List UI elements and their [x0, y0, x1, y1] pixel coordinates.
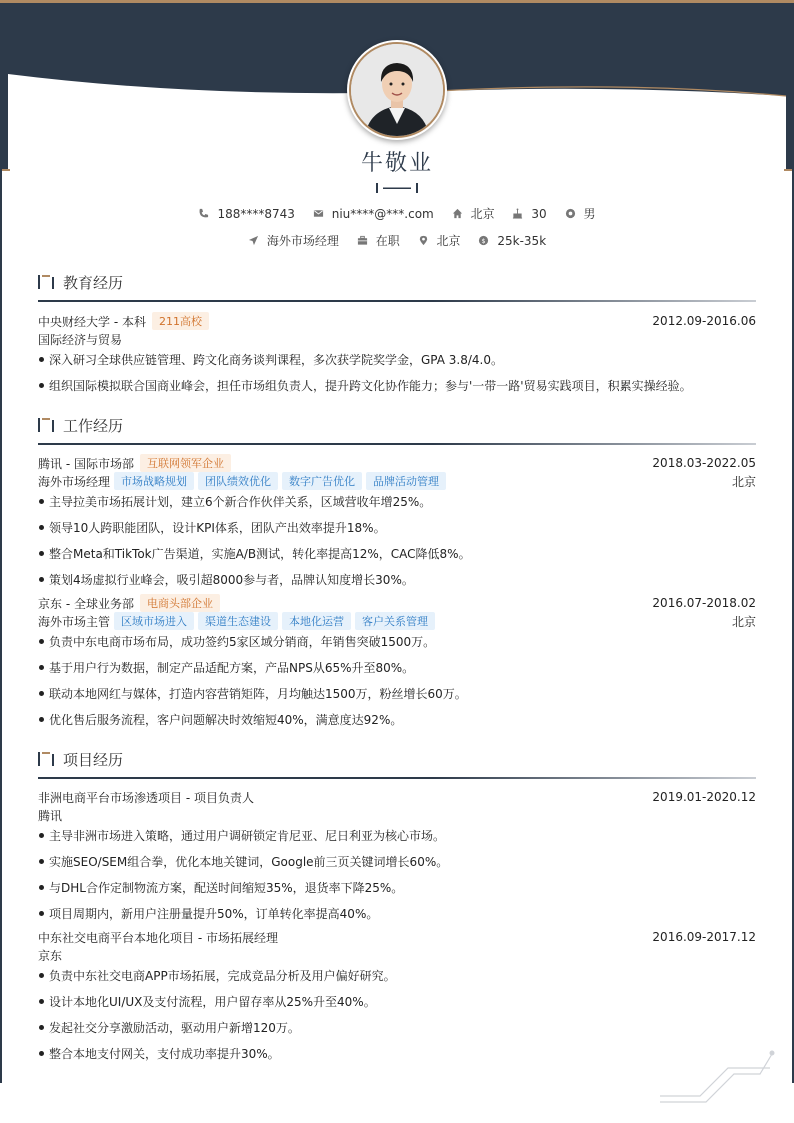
project-section-title: [38, 749, 123, 769]
list-item: [38, 632, 756, 650]
section-mark-icon: [38, 275, 56, 289]
bullet-dot: [39, 717, 44, 722]
list-item: [38, 992, 756, 1010]
cake-icon: [512, 208, 523, 219]
school-name: 中央财经大学 - 本科: [38, 314, 146, 329]
project-period: 2016.09-2017.12: [652, 930, 756, 944]
salary-info: [478, 234, 546, 248]
job-position-row: [38, 472, 756, 490]
list-item: [38, 852, 756, 870]
home-text: 北京: [470, 207, 495, 221]
bullet-text: 深入研习全球供应链管理、跨文化商务谈判课程，多次获学院奖学金，GPA 3.8/4.0。: [49, 352, 504, 367]
section-divider: [38, 777, 756, 779]
bullet-text: 联动本地网红与媒体，打造内容营销矩阵，月均触达1500万，粉丝增长60万。: [49, 686, 467, 701]
section-mark-icon: [38, 418, 56, 432]
major-text: 国际经济与贸易: [38, 332, 123, 347]
work-section-title: [38, 415, 123, 435]
skill-tag: 数字广告优化: [282, 472, 362, 490]
bullet-dot: [39, 691, 44, 696]
job-period: 2018.03-2022.05: [652, 456, 756, 470]
education-header-row: [38, 312, 756, 330]
company-tag: 电商头部企业: [140, 594, 220, 612]
name-divider: [376, 183, 418, 193]
bullet-dot: [39, 383, 44, 388]
skill-tag: 市场战略规划: [114, 472, 194, 490]
bullet-dot: [39, 885, 44, 890]
list-item: [38, 878, 756, 896]
bullet-dot: [39, 357, 44, 362]
location-icon: [418, 235, 429, 246]
email-text: niu****@***.com: [331, 206, 434, 221]
bullet-dot: [39, 911, 44, 916]
age-text: 30: [531, 206, 547, 221]
job-period: 2016.07-2018.02: [652, 596, 756, 610]
position-info: [248, 232, 339, 249]
list-item: [38, 658, 756, 676]
list-item: [38, 826, 756, 844]
list-item: [38, 710, 756, 728]
bullet-dot: [39, 551, 44, 556]
bullet-text: 整合Meta和TikTok广告渠道，实施A/B测试，转化率提高12%，CAC降低8%。: [49, 546, 471, 561]
list-item: [38, 966, 756, 984]
bullet-text: 主导非洲市场进入策略，通过用户调研锁定肯尼亚、尼日利亚为核心市场。: [49, 828, 446, 843]
bullet-dot: [39, 1025, 44, 1030]
list-item: [38, 570, 756, 588]
briefcase-icon: [357, 235, 368, 246]
status-text: 在职: [375, 234, 400, 248]
bullet-text: 负责中东电商市场布局，成功签约5家区域分销商，年销售突破1500万。: [49, 634, 436, 649]
section-divider: [38, 443, 756, 445]
bullet-text: 策划4场虚拟行业峰会，吸引超8000参与者，品牌认知度增长30%。: [49, 572, 414, 587]
list-item: [38, 1044, 756, 1062]
home-info: [452, 205, 495, 222]
school-tag: 211高校: [152, 312, 209, 330]
company-name: 京东 - 全球业务部: [38, 596, 134, 611]
section-divider: [38, 300, 756, 302]
project-org: [38, 806, 756, 824]
bullet-text: 领导10人跨职能团队，设计KPI体系，团队产出效率提升18%。: [49, 520, 386, 535]
bullet-dot: [39, 499, 44, 504]
bullet-dot: [39, 525, 44, 530]
salary-icon: [478, 235, 489, 246]
list-item: [38, 684, 756, 702]
project-period: 2019.01-2020.12: [652, 790, 756, 804]
education-major: [38, 330, 756, 348]
skill-tag: 客户关系管理: [355, 612, 435, 630]
skill-tag: 渠道生态建设: [198, 612, 278, 630]
send-icon: [248, 235, 259, 246]
position-text: 海外市场经理: [266, 234, 339, 248]
list-item: [38, 1018, 756, 1036]
section-mark-icon: [38, 752, 56, 766]
skill-tag: 本地化运营: [282, 612, 351, 630]
job-city: 北京: [731, 474, 756, 489]
bullet-text: 负责中东社交电商APP市场拓展，完成竞品分析及用户偏好研究。: [49, 968, 396, 983]
gender-info: [565, 205, 596, 222]
bullet-text: 设计本地化UI/UX及支付流程，用户留存率从25%升至40%。: [49, 994, 376, 1009]
age-info: [512, 207, 546, 221]
avatar: [347, 40, 447, 140]
gender-text: 男: [583, 207, 596, 221]
bullet-text: 整合本地支付网关，支付成功率提升30%。: [49, 1046, 280, 1061]
company-tag: 互联网领军企业: [140, 454, 231, 472]
job-city: 北京: [731, 614, 756, 629]
skill-tag: 品牌活动管理: [366, 472, 446, 490]
city-text: 北京: [436, 234, 461, 248]
job-header-row: [38, 454, 756, 472]
job-position-row: [38, 612, 756, 630]
project-header-row: [38, 788, 756, 806]
list-item: [38, 376, 756, 394]
work-title-text: 工作经历: [63, 416, 124, 435]
project-org-text: 腾讯: [38, 808, 63, 823]
bullet-dot: [39, 639, 44, 644]
corner-decoration: [660, 1048, 780, 1108]
skill-tag: 团队绩效优化: [198, 472, 278, 490]
bullet-dot: [39, 833, 44, 838]
avatar-photo: [351, 44, 443, 136]
list-item: [38, 904, 756, 922]
contact-row: [0, 205, 794, 222]
education-section-title: [38, 272, 123, 292]
salary-text: 25k-35k: [497, 233, 547, 248]
phone-info: [198, 207, 294, 221]
phone-icon: [198, 208, 209, 219]
phone-text: 188****8743: [217, 206, 295, 221]
education-period: 2012.09-2016.06: [652, 314, 756, 328]
email-info: [313, 207, 434, 221]
city-info: [418, 232, 461, 249]
project-header-row: [38, 928, 756, 946]
project-name: 非洲电商平台市场渗透项目 - 项目负责人: [38, 790, 254, 805]
list-item: [38, 492, 756, 510]
job-position: 海外市场经理: [38, 474, 111, 489]
home-icon: [452, 208, 463, 219]
bullet-dot: [39, 859, 44, 864]
project-title-text: 项目经历: [63, 750, 124, 769]
bullet-text: 与DHL合作定制物流方案，配送时间缩短35%，退货率下降25%。: [49, 880, 404, 895]
gender-icon: [565, 208, 576, 219]
bullet-text: 主导拉美市场拓展计划，建立6个新合作伙伴关系，区域营收年增25%。: [49, 494, 432, 509]
intention-row: [0, 232, 794, 249]
bullet-dot: [39, 665, 44, 670]
list-item: [38, 350, 756, 368]
bullet-dot: [39, 577, 44, 582]
company-name: 腾讯 - 国际市场部: [38, 456, 134, 471]
bullet-text: 项目周期内，新用户注册量提升50%，订单转化率提高40%。: [49, 906, 379, 921]
bullet-dot: [39, 1051, 44, 1056]
skill-tag: 区域市场进入: [114, 612, 194, 630]
project-org-text: 京东: [38, 948, 63, 963]
bullet-text: 实施SEO/SEM组合拳，优化本地关键词，Google前三页关键词增长60%。: [49, 854, 449, 869]
list-item: [38, 544, 756, 562]
project-name: 中东社交电商平台本地化项目 - 市场拓展经理: [38, 930, 278, 945]
job-header-row: [38, 594, 756, 612]
bullet-text: 组织国际模拟联合国商业峰会，担任市场组负责人，提升跨文化协作能力；参与'一带一路'贸易实践项目，积累实操经验。: [49, 378, 692, 393]
bullet-text: 优化售后服务流程，客户问题解决时效缩短40%，满意度达92%。: [49, 712, 403, 727]
bullet-dot: [39, 999, 44, 1004]
list-item: [38, 518, 756, 536]
candidate-name: 牛敬业: [360, 151, 433, 176]
bullet-text: 发起社交分享激励活动，驱动用户新增120万。: [49, 1020, 300, 1035]
education-title-text: 教育经历: [63, 273, 124, 292]
bullet-text: 基于用户行为数据，制定产品适配方案，产品NPS从65%升至80%。: [49, 660, 415, 675]
bullet-dot: [39, 973, 44, 978]
svg-text:$: $: [481, 236, 486, 245]
job-position: 海外市场主管: [38, 614, 111, 629]
left-border: [0, 168, 2, 1083]
mail-icon: [313, 208, 324, 219]
project-org: [38, 946, 756, 964]
status-info: [357, 232, 400, 249]
